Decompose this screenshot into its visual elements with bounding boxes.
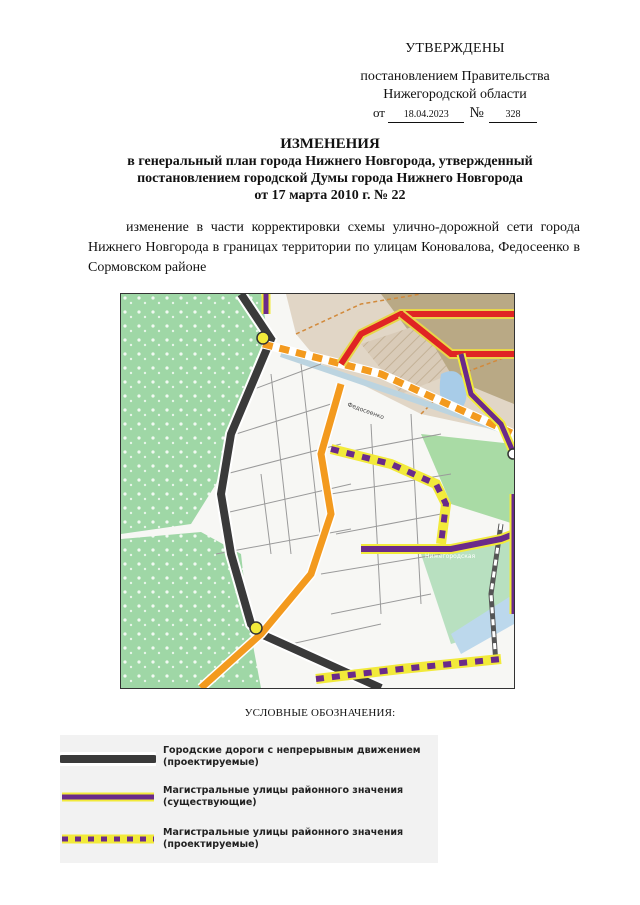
- approval-from: от: [372, 105, 385, 120]
- legend-label-line: (существующие): [163, 797, 257, 808]
- approval-number: 328: [489, 108, 537, 123]
- title-line-2: постановлением городской Думы города Нижнего Новгорода: [137, 171, 523, 186]
- title-main: ИЗМЕНЕНИЯ: [280, 136, 380, 152]
- legend-label-line: Магистральные улицы районного значения: [163, 785, 404, 796]
- document-title: [70, 136, 590, 204]
- legend-swatch-black-road: [60, 751, 156, 767]
- legend-label-line: (проектируемые): [163, 757, 259, 768]
- approval-block: [330, 40, 580, 123]
- legend-swatch-yellow-dashed-road: [60, 831, 156, 847]
- approval-number-sign: №: [469, 105, 484, 121]
- interchange-marker: [508, 449, 514, 459]
- legend-label-city-roads: [163, 745, 421, 769]
- approval-date-number: [330, 104, 580, 123]
- street-label-2: Нижегородская: [425, 553, 476, 560]
- interchange-marker: [257, 332, 269, 344]
- legend-label-line: (проектируемые): [163, 839, 259, 850]
- legend-title: УСЛОВНЫЕ ОБОЗНАЧЕНИЯ:: [244, 707, 396, 719]
- legend-swatch-purple-road: [60, 789, 156, 805]
- legend-label-line: Магистральные улицы районного значения: [163, 827, 404, 838]
- approval-heading: УТВЕРЖДЕНЫ: [405, 41, 505, 56]
- legend-label-existing-arterial: [163, 785, 403, 809]
- map-graphic: [121, 294, 514, 688]
- map-legend: [60, 735, 438, 863]
- legend-label-projected-arterial: [163, 827, 403, 851]
- legend-label-line: Городские дороги с непрерывным движением: [163, 745, 421, 756]
- interchange-marker: [250, 622, 262, 634]
- approval-line-1: постановлением Правительства: [360, 69, 550, 84]
- approval-date: 18.04.2023: [388, 108, 464, 123]
- title-line-1: в генеральный план города Нижнего Новгорода, утвержденный: [127, 154, 533, 169]
- road-network-map: [120, 293, 515, 689]
- street-label-1: Федосеенко: [346, 401, 385, 422]
- intro-paragraph: изменение в части корректировки схемы улично-дорожной сети города Нижнего Новгорода в границах территории по улицам Коновалова, Федосеенко в Сормовском районе: [88, 220, 580, 275]
- approval-line-2: Нижегородской области: [383, 87, 527, 102]
- title-line-3: от 17 марта 2010 г. № 22: [254, 188, 406, 203]
